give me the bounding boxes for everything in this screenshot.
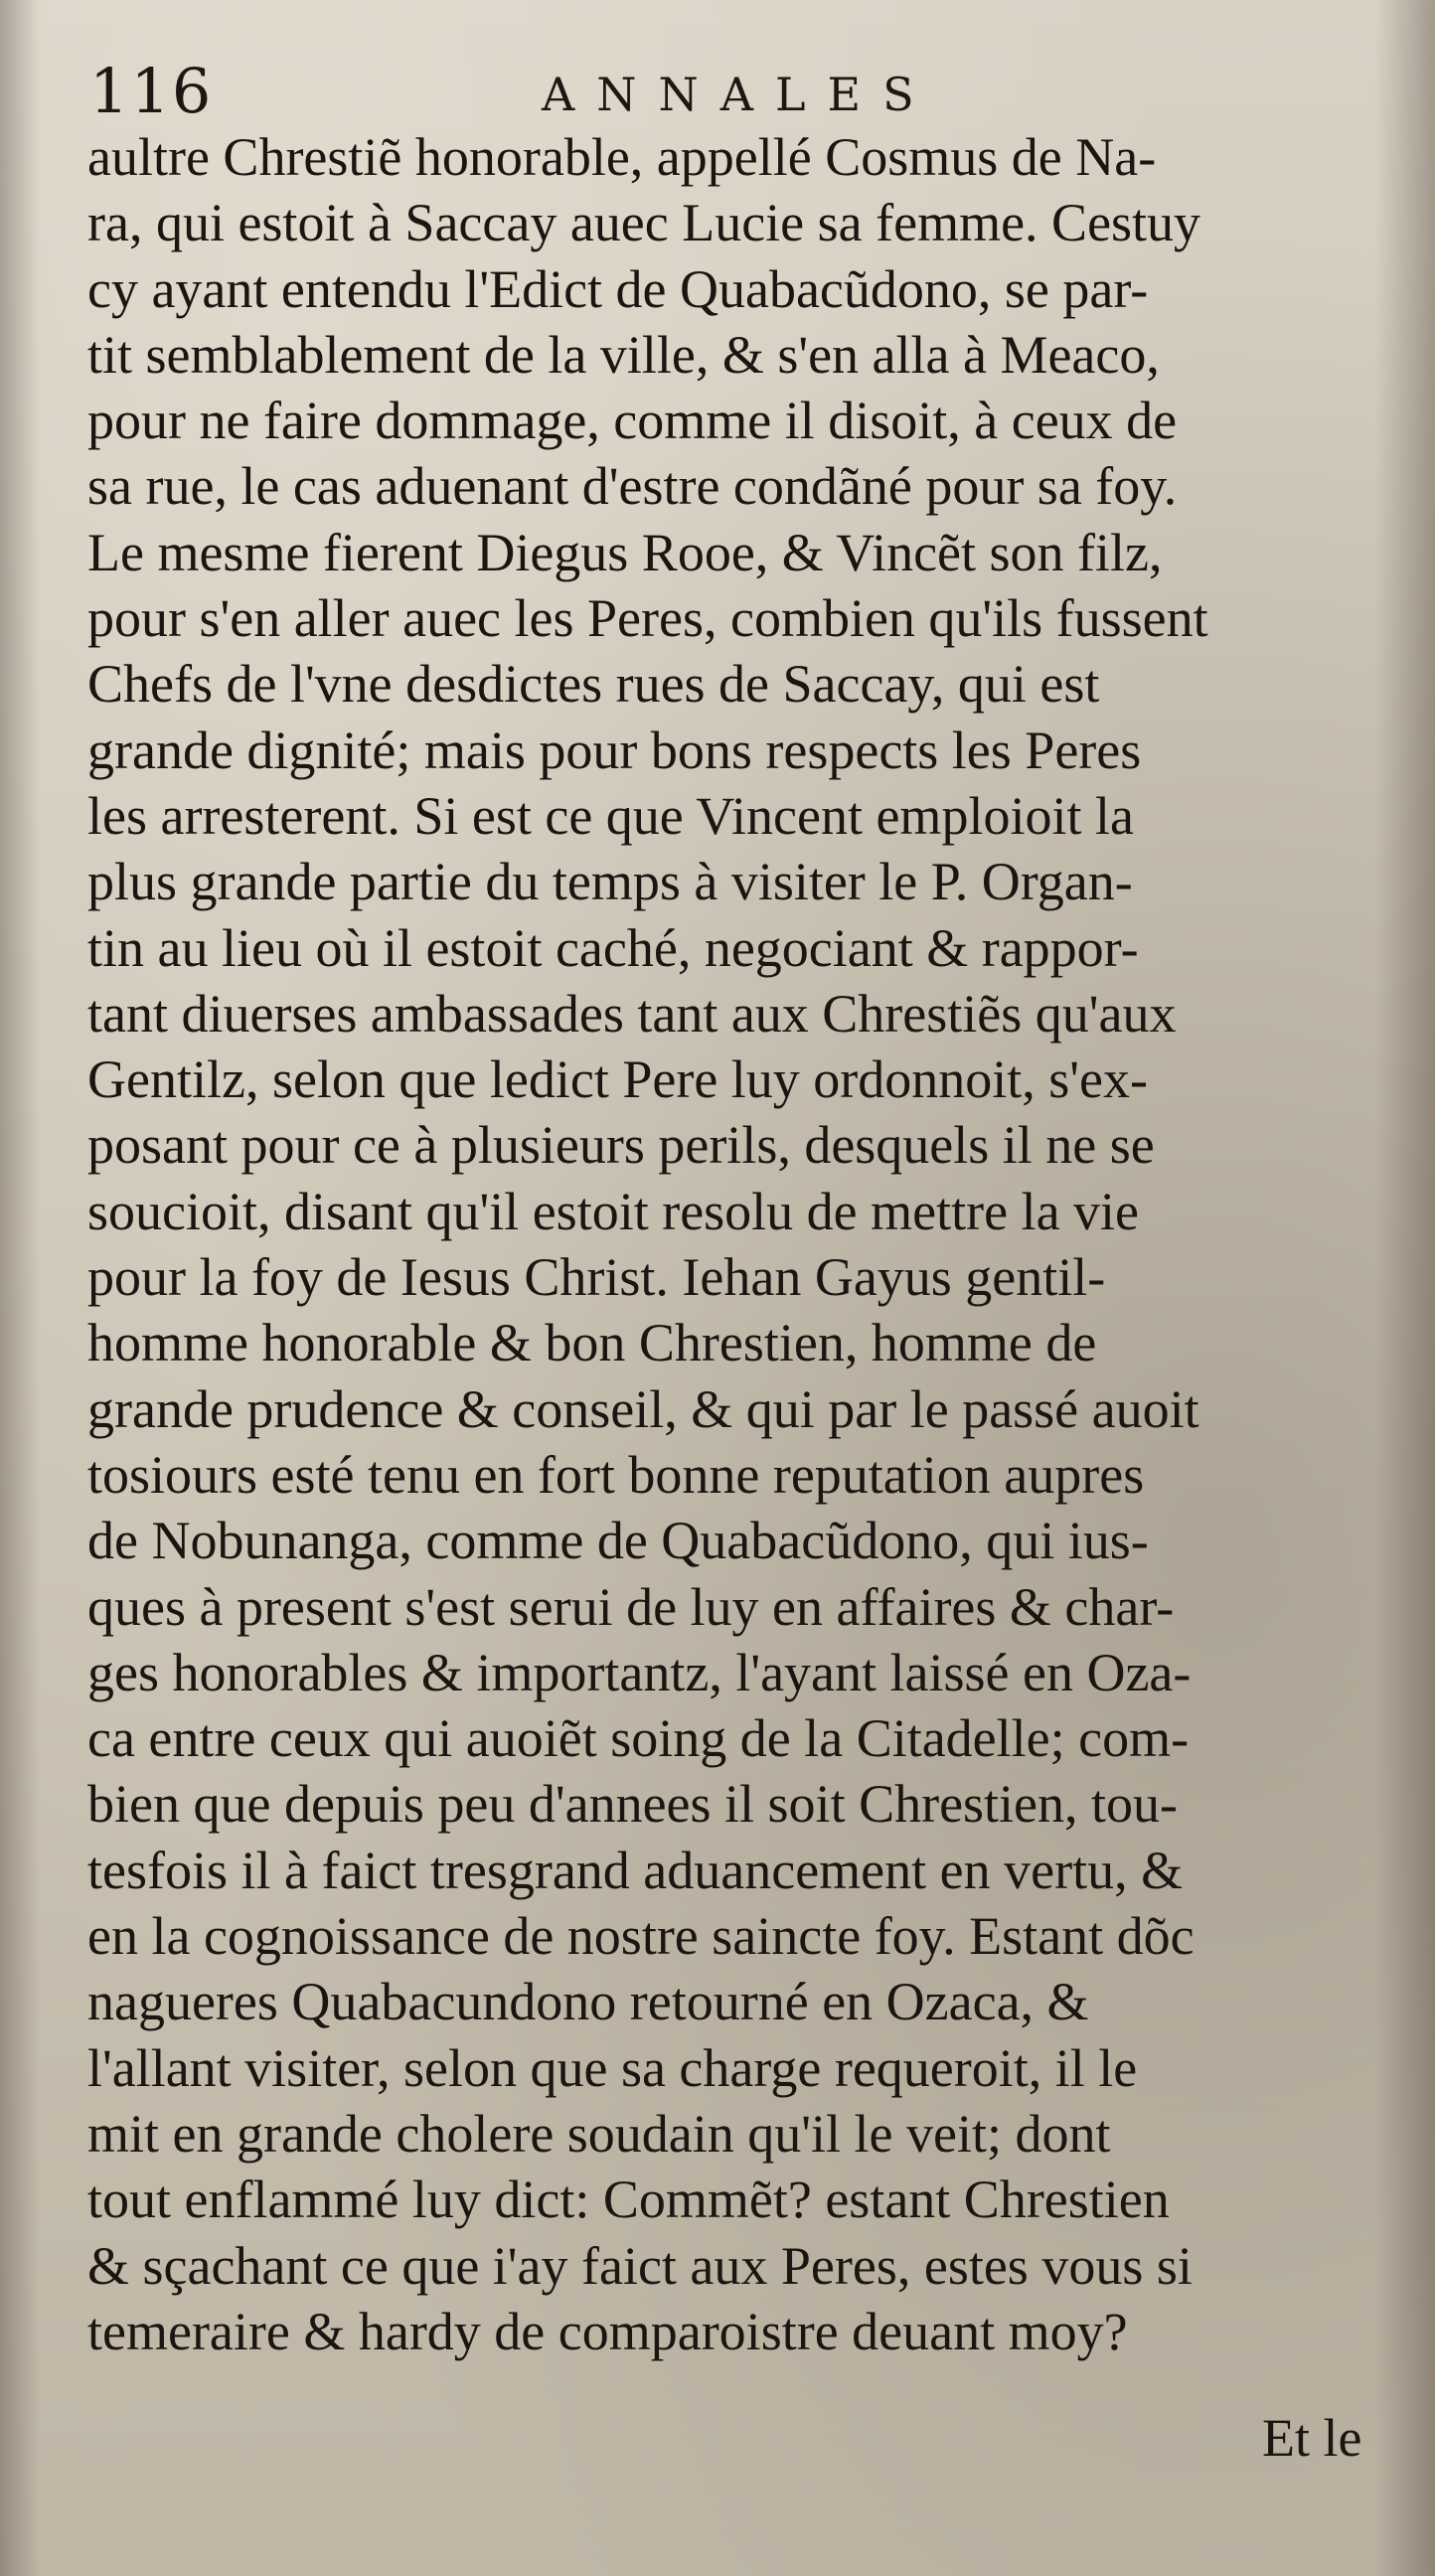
text-line: posant pour ce à plusieurs perils, desquels il ne se	[87, 1115, 1155, 1176]
text-line: grande prudence & conseil, & qui par le passé auoit	[87, 1378, 1199, 1439]
text-line: mit en grande cholere soudain qu'il le veit; dont	[87, 2103, 1111, 2164]
text-line: de Nobunanga, comme de Quabacũdono, qui ius-	[87, 1511, 1149, 1571]
text-line: tesfois il à faict tresgrand aduancement en vertu, &	[87, 1840, 1184, 1900]
text-line: ca entre ceux qui auoiẽt soing de la Citadelle; com-	[87, 1708, 1190, 1769]
page-number: 116	[89, 55, 214, 127]
text-line: Gentilz, selon que ledict Pere luy ordonnoit, s'ex-	[87, 1049, 1148, 1110]
body-text	[87, 124, 1409, 2364]
text-line: homme honorable & bon Chrestien, homme de	[87, 1313, 1097, 1373]
text-line: pour la foy de Iesus Christ. Iehan Gayus gentil-	[87, 1247, 1106, 1308]
text-line: temeraire & hardy de comparoistre deuant moy?	[87, 2301, 1128, 2361]
running-title: ANNALES	[542, 68, 936, 121]
text-line: tant diuerses ambassades tant aux Chrestiẽs qu'aux	[87, 983, 1177, 1044]
text-line: soucioit, disant qu'il estoit resolu de mettre la vie	[87, 1181, 1140, 1241]
text-line: aultre Chrestiẽ honorable, appellé Cosmus de Na-	[87, 127, 1157, 187]
text-line: ra, qui estoit à Saccay auec Lucie sa femme. Cestuy	[87, 193, 1201, 253]
text-line: ques à present s'est serui de luy en affaires & char-	[87, 1576, 1175, 1637]
page-gutter-shadow	[0, 0, 40, 2576]
text-line: tosiours esté tenu en fort bonne reputation aupres	[87, 1444, 1145, 1505]
text-line: plus grande partie du temps à visiter le P. Organ-	[87, 852, 1133, 912]
text-line: & sçachant ce que i'ay faict aux Peres, estes vous si	[87, 2235, 1193, 2296]
text-line: les arresterent. Si est ce que Vincent emploioit la	[87, 785, 1134, 846]
text-line: l'allant visiter, selon que sa charge requeroit, il le	[87, 2037, 1138, 2098]
text-line: pour s'en aller auec les Peres, combien qu'ils fussent	[87, 588, 1208, 649]
text-line: Le mesme fierent Diegus Rooe, & Vincẽt son filz,	[87, 522, 1163, 582]
text-line: bien que depuis peu d'annees il soit Chrestien, tou-	[87, 1774, 1179, 1835]
text-line: pour ne faire dommage, comme il disoit, à ceux de	[87, 391, 1178, 451]
text-line: tin au lieu où il estoit caché, negociant & rappor-	[87, 917, 1139, 978]
text-line: sa rue, le cas aduenant d'estre condãné pour sa foy.	[87, 456, 1178, 517]
catchword: Et le	[1262, 2408, 1362, 2468]
text-line: ges honorables & importantz, l'ayant laissé en Oza-	[87, 1642, 1192, 1702]
text-line: en la cognoissance de nostre saincte foy. Estant dõc	[87, 1906, 1195, 1967]
text-line: tit semblablement de la ville, & s'en alla à Meaco,	[87, 324, 1160, 385]
text-line: tout enflammé luy dict: Commẽt? estant Chrestien	[87, 2170, 1170, 2230]
text-line: nagueres Quabacundono retourné en Ozaca, &	[87, 1972, 1089, 2032]
text-line: cy ayant entendu l'Edict de Quabacũdono, se par-	[87, 258, 1149, 319]
text-line: Chefs de l'vne desdictes rues de Saccay, qui est	[87, 654, 1100, 715]
text-line: grande dignité; mais pour bons respects les Peres	[87, 720, 1142, 780]
